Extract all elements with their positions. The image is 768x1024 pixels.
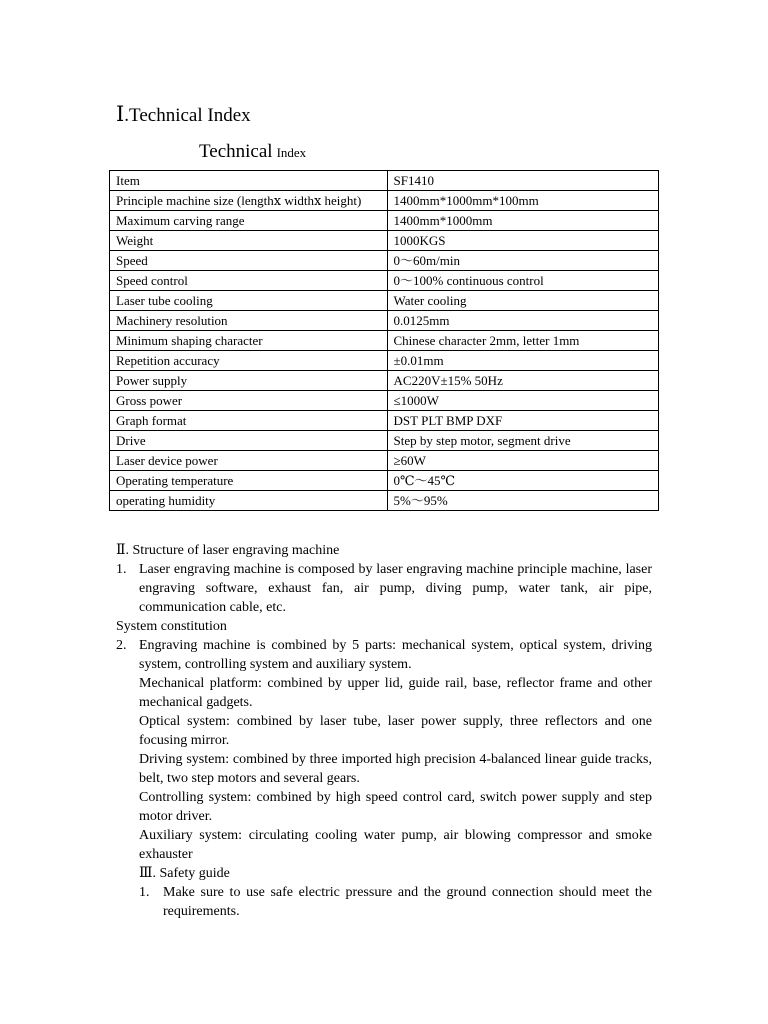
item-cell: Weight: [110, 231, 388, 251]
table-row: [110, 411, 659, 431]
table-row: [110, 351, 659, 371]
value-cell: 0～100% continuous control: [387, 271, 658, 291]
safety-list-item-1: [116, 883, 652, 921]
item-cell: operating humidity: [110, 491, 388, 511]
table-caption: [199, 140, 306, 165]
value-cell: 1400mm*1000mm*100mm: [387, 191, 658, 211]
driving-system-paragraph: Driving system: combined by three imported high precision 4-balanced linear guide tracks, belt, two step motors and several gears.: [139, 752, 652, 786]
value-cell: ≥60W: [387, 451, 658, 471]
controlling-system-paragraph: Controlling system: combined by high speed control card, switch power supply and step motor driver.: [139, 790, 652, 824]
section3-heading: Ⅲ. Safety guide: [139, 866, 230, 881]
item-cell: Gross power: [110, 391, 388, 411]
item-cell: Maximum carving range: [110, 211, 388, 231]
section-heading-technical-index: [116, 101, 251, 129]
list-item-text: Make sure to use safe electric pressure and the ground connection should meet the requirements.: [163, 885, 652, 919]
value-cell: 1000KGS: [387, 231, 658, 251]
value-cell: 0℃～45℃: [387, 471, 658, 491]
table-row: [110, 271, 659, 291]
item-cell: Speed control: [110, 271, 388, 291]
value-cell: AC220V±15% 50Hz: [387, 371, 658, 391]
table-row: [110, 211, 659, 231]
value-cell: 5%～95%: [387, 491, 658, 511]
value-cell: 1400mm*1000mm: [387, 211, 658, 231]
heading-text: .Technical Index: [124, 105, 251, 126]
optical-system-paragraph: Optical system: combined by laser tube, laser power supply, three reflectors and one focusing mirror.: [139, 714, 652, 748]
item-cell: Power supply: [110, 371, 388, 391]
table-row: [110, 251, 659, 271]
value-cell: 0.0125mm: [387, 311, 658, 331]
list-number: 2.: [116, 638, 127, 653]
table-row: [110, 311, 659, 331]
value-cell: ±0.01mm: [387, 351, 658, 371]
list-item-2: [116, 636, 652, 674]
caption-main: Technical: [199, 141, 273, 162]
item-cell: Item: [110, 171, 388, 191]
item-cell: Laser device power: [110, 451, 388, 471]
mechanical-platform-paragraph: Mechanical platform: combined by upper lid, guide rail, base, reflector frame and other mechanical gadgets.: [139, 676, 652, 710]
table-row: [110, 291, 659, 311]
technical-index-table: [109, 170, 659, 511]
value-cell: ≤1000W: [387, 391, 658, 411]
value-cell: Water cooling: [387, 291, 658, 311]
item-cell: Operating temperature: [110, 471, 388, 491]
item-cell: Machinery resolution: [110, 311, 388, 331]
value-cell: DST PLT BMP DXF: [387, 411, 658, 431]
roman-numeral: Ⅰ: [116, 102, 125, 126]
section2-heading: Ⅱ. Structure of laser engraving machine: [116, 543, 340, 558]
auxiliary-system-paragraph: Auxiliary system: circulating cooling water pump, air blowing compressor and smoke exhauster: [139, 828, 652, 862]
item-cell: Drive: [110, 431, 388, 451]
value-cell: Chinese character 2mm, letter 1mm: [387, 331, 658, 351]
table-row: [110, 431, 659, 451]
item-cell: Repetition accuracy: [110, 351, 388, 371]
item-cell: Graph format: [110, 411, 388, 431]
table-row: [110, 371, 659, 391]
list-item-text: Engraving machine is combined by 5 parts: mechanical system, optical system, driving system, controlling system and auxiliary system.: [139, 638, 652, 672]
item-cell: Speed: [110, 251, 388, 271]
table-row: [110, 331, 659, 351]
table-row: [110, 471, 659, 491]
body-text: [116, 541, 652, 921]
list-number: 1.: [116, 562, 127, 577]
caption-sub: Index: [276, 145, 307, 160]
value-cell: Step by step motor, segment drive: [387, 431, 658, 451]
list-item-1: [116, 560, 652, 617]
table-row: [110, 171, 659, 191]
item-cell: Minimum shaping character: [110, 331, 388, 351]
table-row: [110, 391, 659, 411]
system-constitution-heading: System constitution: [116, 619, 227, 634]
value-cell: SF1410: [387, 171, 658, 191]
table-row: [110, 191, 659, 211]
table-row: [110, 231, 659, 251]
item-cell: Principle machine size (lengthⅹ widthⅹ height): [110, 191, 388, 211]
value-cell: 0～60m/min: [387, 251, 658, 271]
table-body: [110, 171, 659, 511]
table-row: [110, 451, 659, 471]
table-row: [110, 491, 659, 511]
list-number: 1.: [139, 885, 150, 900]
list-item-text: Laser engraving machine is composed by laser engraving machine principle machine, laser engraving software, exhaust fan, air pump, diving pump, water tank, air pipe, communication cable, etc.: [139, 562, 652, 615]
item-cell: Laser tube cooling: [110, 291, 388, 311]
